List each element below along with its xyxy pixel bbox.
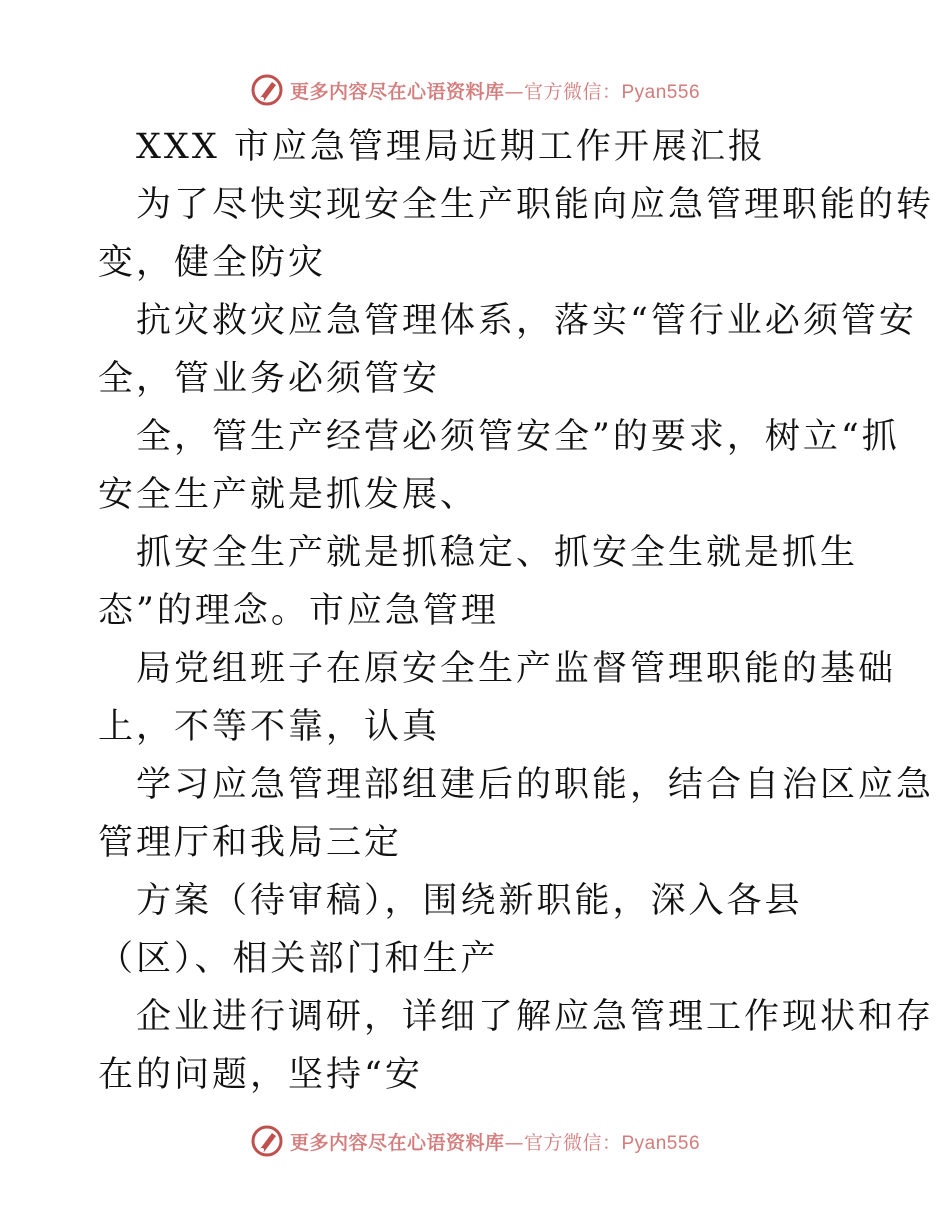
text-line: 为了尽快实现安全生产职能向应急管理职能的转 (136, 185, 935, 225)
watermark-brand: 更多内容尽在心语资料库 (289, 1131, 505, 1154)
text-line: 安全生产就是抓发展、 (98, 475, 479, 515)
text-line: （区）、相关部门和生产 (98, 939, 499, 979)
text-line: 上，不等不靠，认真 (98, 707, 441, 747)
text-line: 抗灾救灾应急管理体系，落实“管行业必须管安 (136, 301, 917, 341)
text-line: 变，健全防灾 (98, 243, 327, 283)
document-title: XXX 市应急管理局近期工作开展汇报 (136, 127, 766, 167)
watermark-contact-label: 官方微信： (523, 1131, 622, 1154)
text-line: 局党组班子在原安全生产监督管理职能的基础 (136, 649, 897, 689)
watermark-contact-label: 官方微信： (523, 80, 622, 103)
text-line: 全，管业务必须管安 (98, 359, 441, 399)
text-line: 学习应急管理部组建后的职能，结合自治区应急 (136, 765, 935, 805)
watermark-separator: — (504, 1131, 524, 1154)
text-line: 全，管生产经营必须管安全”的要求，树立“抓 (136, 417, 900, 457)
watermark-contact-id: Pyan556 (621, 1132, 701, 1154)
text-line: 企业进行调研，详细了解应急管理工作现状和存 (136, 997, 935, 1037)
text-line: 态”的理念。市应急管理 (98, 591, 499, 631)
text-line: 方案（待审稿），围绕新职能，深入各县 (136, 881, 803, 921)
watermark-separator: — (504, 80, 524, 103)
pen-logo-icon (250, 1124, 284, 1158)
watermark-brand: 更多内容尽在心语资料库 (289, 80, 505, 103)
text-line: 管理厅和我局三定 (98, 823, 403, 863)
watermark-contact-id: Pyan556 (621, 81, 701, 103)
text-line: 抓安全生产就是抓稳定、抓安全生就是抓生 (136, 533, 859, 573)
document-body (98, 118, 935, 1104)
text-line: 在的问题，坚持“安 (98, 1055, 423, 1095)
header-watermark (0, 70, 950, 110)
footer-watermark (0, 1121, 950, 1161)
pen-logo-icon (250, 73, 284, 107)
